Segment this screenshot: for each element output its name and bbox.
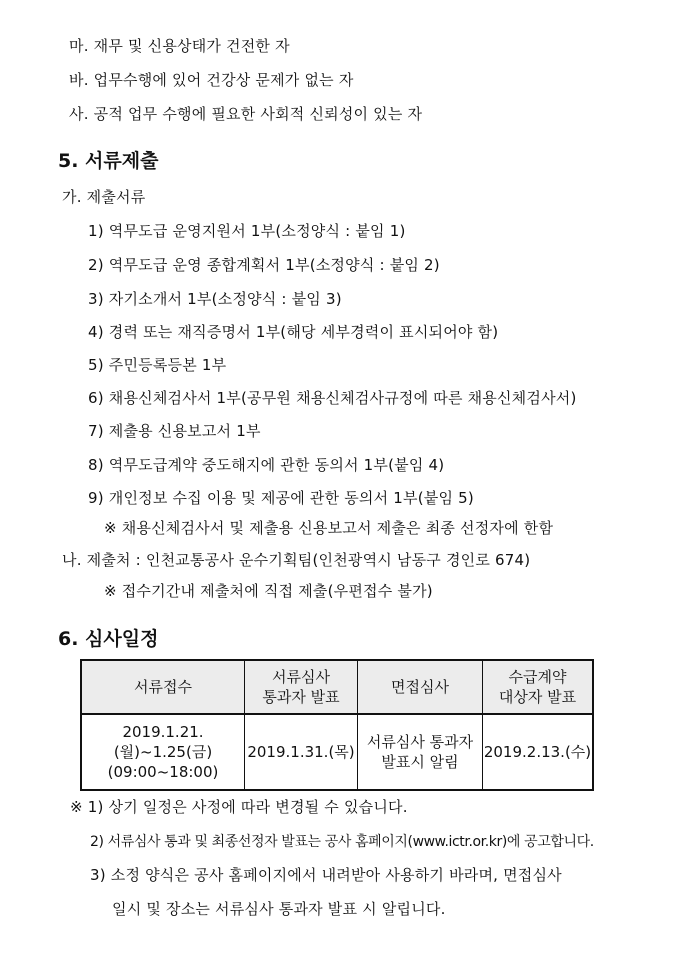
document-item: 1) 역무도급 운영지원서 1부(소정양식 : 붙임 1) (88, 222, 406, 240)
section-5-title: 5. 서류제출 (58, 150, 159, 172)
document-item: 4) 경력 또는 재직증명서 1부(해당 세부경력이 표시되어야 함) (88, 323, 499, 341)
note-item: 2) 서류심사 통과 및 최종선정자 발표는 공사 홈페이지(www.ictr.or.kr)에 공고합니다. (90, 834, 594, 850)
note-item: ※ 1) 상기 일정은 사정에 따라 변경될 수 있습니다. (70, 798, 408, 816)
schedule-table (80, 659, 594, 791)
document-item: 2) 역무도급 운영 종합계획서 1부(소정양식 : 붙임 2) (88, 256, 440, 274)
document-item: 5) 주민등록등본 1부 (88, 356, 227, 374)
header-text-line2: 통과자 발표 (262, 688, 340, 706)
header-text: 서류접수 (134, 678, 192, 696)
document-item: 9) 개인정보 수집 이용 및 제공에 관한 동의서 1부(붙임 5) (88, 489, 474, 507)
qualification-item: 바. 업무수행에 있어 건강상 문제가 없는 자 (69, 71, 354, 89)
qualification-item: 사. 공적 업무 수행에 필요한 사회적 신뢰성이 있는 자 (69, 105, 423, 123)
cell-review-date (245, 714, 358, 790)
cell-receipt-period (81, 714, 245, 790)
header-document-review (245, 660, 358, 714)
document-item: 8) 역무도급계약 중도해지에 관한 동의서 1부(붙임 4) (88, 456, 445, 474)
schedule-header-row (81, 660, 593, 714)
cell-line2: (09:00~18:00) (107, 763, 219, 781)
document-item: 7) 제출용 신용보고서 1부 (88, 422, 261, 440)
cell-line2: 발표시 알림 (381, 753, 459, 771)
header-text: 면접심사 (391, 678, 449, 696)
cell-text: 2019.2.13.(수) (483, 743, 592, 761)
note-item: 일시 및 장소는 서류심사 통과자 발표 시 알립니다. (112, 900, 446, 918)
schedule-row (81, 714, 593, 790)
header-contract (483, 660, 594, 714)
submission-place: 나. 제출처 : 인천교통공사 운수기획팀(인천광역시 남동구 경인로 674) (62, 551, 531, 569)
header-text-line2: 대상자 발표 (498, 688, 577, 706)
document-item: 3) 자기소개서 1부(소정양식 : 붙임 3) (88, 290, 342, 308)
qualification-item: 마. 재무 및 신용상태가 건전한 자 (69, 37, 290, 55)
cell-interview-date (358, 714, 483, 790)
header-interview (358, 660, 483, 714)
header-text-line1: 수급계약 (508, 668, 567, 686)
note-item: 3) 소정 양식은 공사 홈페이지에서 내려받아 사용하기 바라며, 면접심사 (90, 866, 562, 884)
header-document-receipt (81, 660, 245, 714)
section-6-title: 6. 심사일정 (58, 628, 159, 650)
cell-text: 2019.1.31.(목) (247, 743, 355, 761)
documents-heading: 가. 제출서류 (62, 188, 146, 206)
submission-note: ※ 접수기간내 제출처에 직접 제출(우편접수 불가) (104, 582, 433, 600)
header-text-line1: 서류심사 (272, 668, 330, 686)
document-item: 6) 채용신체검사서 1부(공무원 채용신체검사규정에 따른 채용신체검사서) (88, 389, 577, 407)
cell-line1: 2019.1.21.(월)~1.25(금) (113, 723, 213, 761)
cell-contract-date (483, 714, 594, 790)
documents-note: ※ 채용신체검사서 및 제출용 신용보고서 제출은 최종 선정자에 한함 (104, 519, 554, 537)
cell-line1: 서류심사 통과자 (366, 733, 474, 751)
